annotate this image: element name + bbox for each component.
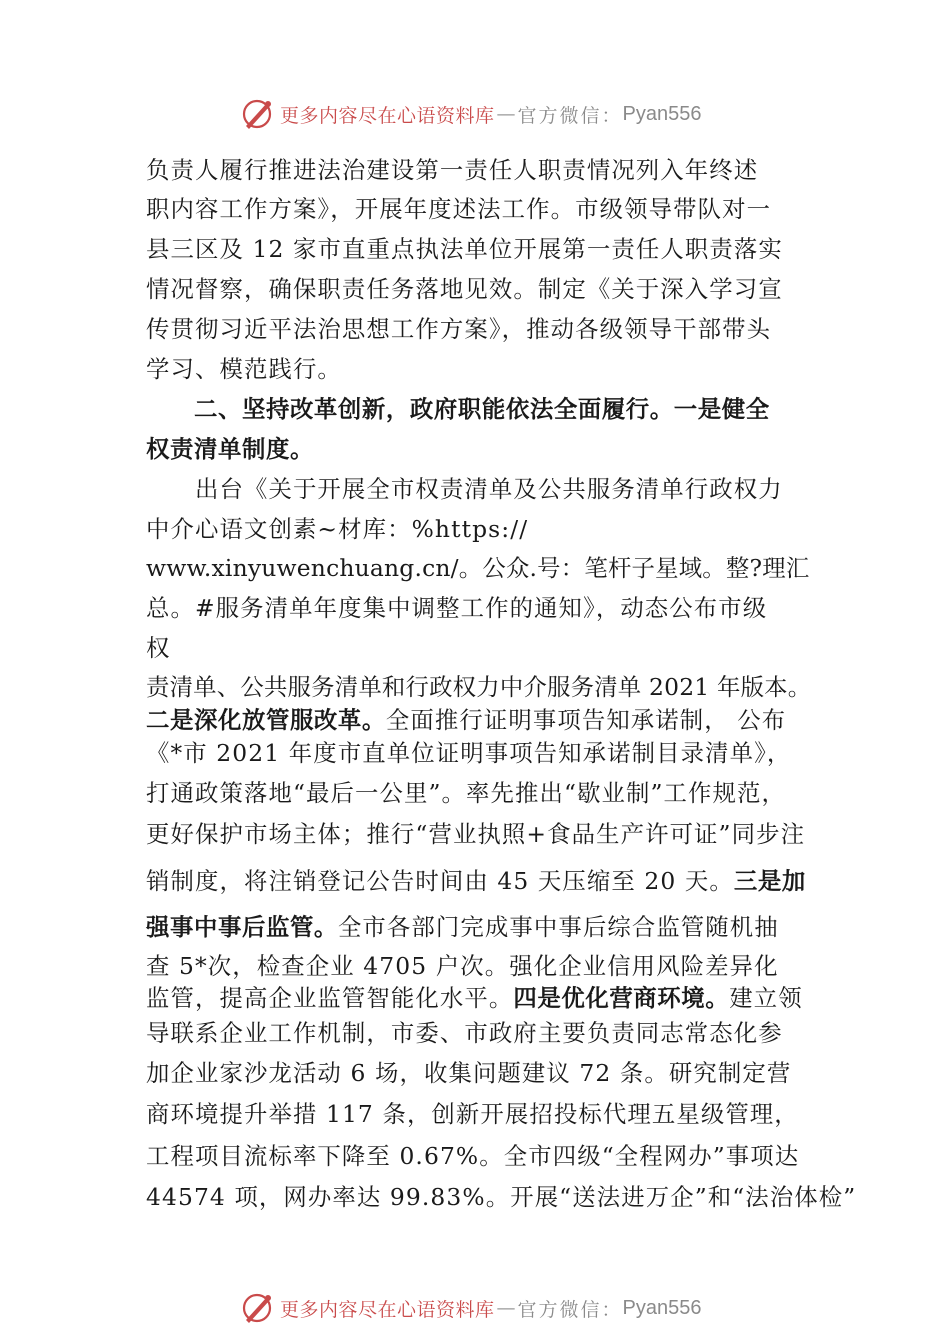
text-line: 职内容工作方案》，开展年度述法工作。市级领导带队对一: [146, 195, 772, 223]
watermark-site-name: 更多内容尽在心语资料库: [280, 104, 495, 127]
pen-nib-logo-icon: [238, 1290, 276, 1326]
watermark-header: [238, 96, 702, 132]
text-line: 学习、模范践行。: [146, 355, 342, 383]
watermark-wechat-label: 官方微信：: [517, 1298, 623, 1321]
text-line: 强事中事后监管。全市各部门完成事中事后综合监管随机抽: [146, 913, 779, 941]
text-line: 商环境提升举措 117 条，创新开展招投标代理五星级管理，: [146, 1100, 799, 1128]
text-line: 销制度，将注销登记公告时间由 45 天压缩至 20 天。三是加: [146, 867, 806, 895]
section-heading: 权责清单制度。: [146, 435, 314, 463]
text-line: 总。#服务清单年度集中调整工作的通知》，动态公布市级: [146, 594, 768, 622]
text-line: 权: [146, 634, 171, 662]
text-line: 中介心语文创素~材库：%https://: [146, 515, 529, 543]
text-line: 传贯彻习近平法治思想工作方案》，推动各级领导干部带头: [146, 315, 772, 343]
text-line: 监管，提高企业监管智能化水平。四是优化营商环境。建立领: [146, 984, 803, 1012]
text-line: 县三区及 12 家市直重点执法单位开展第一责任人职责落实: [146, 235, 783, 263]
watermark-separator: —: [496, 1297, 516, 1319]
text-line: 打通政策落地“最后一公里”。率先推出“歇业制”工作规范，: [146, 779, 787, 807]
text-line: 查 5*次，检查企业 4705 户次。强化企业信用风险差异化: [146, 952, 779, 980]
text-line: 加企业家沙龙活动 6 场，收集问题建议 72 条。研究制定营: [146, 1059, 792, 1087]
text-line: 44574 项，网办率达 99.83%。开展“送法进万企”和“法治体检”: [146, 1183, 857, 1211]
watermark-site-name: 更多内容尽在心语资料库: [280, 1298, 495, 1321]
watermark-wechat-id: Pyan556: [622, 1296, 702, 1319]
pen-nib-logo-icon: [238, 96, 276, 132]
watermark-wechat-id: Pyan556: [622, 102, 702, 125]
text-line: 更好保护市场主体；推行“营业执照+食品生产许可证”同步注: [146, 820, 806, 848]
watermark-wechat-label: 官方微信：: [517, 104, 623, 127]
text-line: 导联系企业工作机制，市委、市政府主要负责同志常态化参: [146, 1019, 783, 1047]
text-line: 情况督察，确保职责任务落地见效。制定《关于深入学习宣: [146, 275, 783, 303]
text-line: 负责人履行推进法治建设第一责任人职责情况列入年终述: [146, 156, 759, 184]
text-line: 工程项目流标率下降至 0.67%。全市四级“全程网办”事项达: [146, 1142, 800, 1170]
watermark-footer: [238, 1290, 702, 1326]
text-line: 责清单、公共服务清单和行政权力中介服务清单 2021 年版本。: [146, 673, 812, 701]
text-line: 出台《关于开展全市权责清单及公共服务清单行政权力: [146, 475, 783, 503]
watermark-separator: —: [496, 103, 516, 125]
text-line: www.xinyuwenchuang.cn/。公众.号：笔杆子星域。整?理汇: [146, 554, 810, 582]
text-line: 二是深化放管服改革。全面推行证明事项告知承诺制， 公布: [146, 706, 787, 734]
text-line: 《*市 2021 年度市直单位证明事项告知承诺制目录清单》，: [146, 739, 792, 767]
section-heading: 二、坚持改革创新，政府职能依法全面履行。一是健全: [146, 395, 770, 423]
